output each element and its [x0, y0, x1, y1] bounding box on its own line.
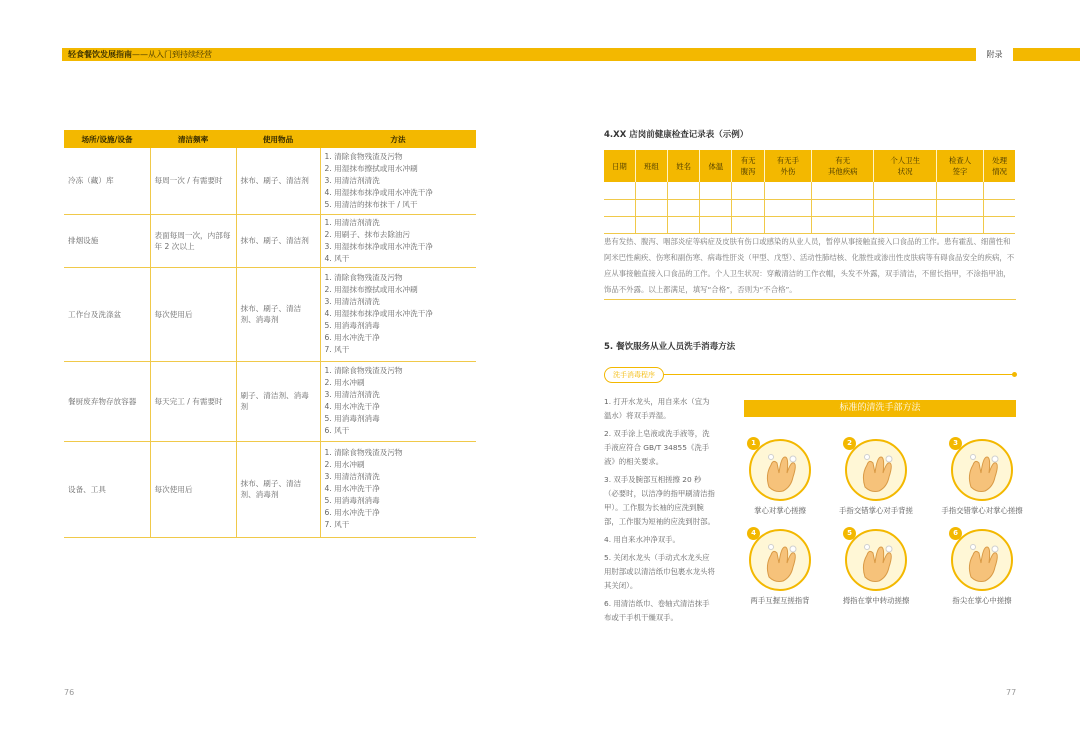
health-cell [700, 182, 732, 199]
method-step: 2. 用湿抹布擦拭或用水冲刷 [324, 285, 418, 294]
section4-title: 4.XX 店岗前健康检查记录表（示例） [604, 130, 749, 140]
step-number-badge: 1 [747, 437, 760, 450]
health-cell [604, 182, 635, 199]
table-row [604, 199, 1015, 216]
list-item: 6. 用清洁纸巾、卷轴式清洁抹手布或干手机干燥双手。 [604, 599, 710, 622]
health-cell [635, 199, 667, 216]
method-step: 5. 用消毒剂消毒 [324, 496, 380, 505]
method-step: 2. 用刷子、抹布去除油污 [324, 229, 411, 239]
method-step: 4. 用水冲洗干净 [324, 402, 380, 411]
header-frequency: 清洁频率 [150, 130, 236, 148]
health-cell [812, 216, 874, 233]
page-number-right: 77 [1006, 688, 1017, 697]
hand-washing-icon [845, 529, 907, 591]
cell-frequency: 每次使用后 [150, 441, 236, 537]
cell-place: 排烟设施 [64, 214, 150, 267]
section5-title: 5. 餐饮服务从业人员洗手消毒方法 [604, 342, 736, 352]
method-caption: 指尖在掌心中搓擦 [952, 596, 1012, 605]
table-row [604, 182, 1015, 199]
header-bar-right [1013, 48, 1080, 61]
cell-frequency: 每次使用后 [150, 267, 236, 361]
procedure-pill: 洗手消毒程序 [604, 367, 664, 383]
health-cell [984, 199, 1015, 216]
cell-items: 抹布、刷子、清洁剂、消毒剂 [236, 441, 320, 537]
method-step: 5. 用消毒剂消毒 [324, 321, 380, 330]
health-cell [874, 216, 936, 233]
appendix-tag: 附录 [978, 48, 1011, 61]
step-number-badge: 4 [747, 527, 760, 540]
health-check-table [604, 150, 1015, 234]
cell-items: 刷子、清洁剂、消毒剂 [236, 361, 320, 441]
step-number-badge: 5 [843, 527, 856, 540]
table-row [64, 214, 476, 267]
standard-method-banner: 标准的清洗手部方法 [744, 400, 1016, 417]
health-cell [732, 216, 764, 233]
health-header-cell: 有无 腹泻 [732, 150, 764, 182]
table-row [64, 267, 476, 361]
guide-title: 轻食餐饮发展指南——从入门到持续经营 [68, 50, 212, 59]
cell-items: 抹布、刷子、清洁剂 [236, 148, 320, 214]
cell-place: 冷冻（藏）库 [64, 148, 150, 214]
header-place: 场所/设施/设备 [64, 130, 150, 148]
method-step: 5. 用清洁的抹布抹干 / 风干 [324, 199, 418, 209]
method-step: 1. 清除食物残渣及污物 [324, 273, 403, 282]
health-cell [984, 182, 1015, 199]
method-step: 3. 用湿抹布抹净或用水冲洗干净 [324, 241, 433, 251]
health-cell [604, 216, 635, 233]
method-step: 6. 用水冲洗干净 [324, 333, 380, 342]
health-note: 患有发热、腹泻、咽部炎症等病症及皮肤有伤口或感染的从业人员，暂停从事接触直接入口食品的工作。患有霍乱、细菌性和阿米巴性痢疾、伤寒和副伤寒、病毒性肝炎（甲型、戊型）、活动性肺结核、化脓性或渗出性皮肤病等有碍食品安全的疾病，不应从事接触直接入口食品的工作。个人卫生状况：穿戴清洁的工作衣帽，头发不外露，双手清洁，不留长指甲，不涂指甲油，饰品不外露。以上都满足，填写“合格”，否则为“不合格”。 [604, 237, 1015, 294]
health-header-cell: 日期 [604, 150, 635, 182]
method-step: 2. 用水冲刷 [324, 460, 365, 469]
method-step: 4. 用水冲洗干净 [324, 484, 380, 493]
method-step: 4. 用湿抹布抹净或用水冲洗干净 [324, 187, 433, 197]
health-cell [700, 199, 732, 216]
hand-washing-icon [749, 439, 811, 501]
method-step: 2. 用湿抹布擦拭或用水冲刷 [324, 163, 418, 173]
list-item: 4. 用自来水冲净双手。 [604, 535, 680, 544]
health-cell [764, 199, 811, 216]
health-cell [874, 199, 936, 216]
method-step: 7. 风干 [324, 520, 350, 529]
method-step: 6. 用水冲洗干净 [324, 508, 380, 517]
header-items: 使用物品 [236, 130, 320, 148]
health-cell [635, 182, 667, 199]
page-number-left: 76 [64, 688, 75, 697]
cell-place: 工作台及洗涤盆 [64, 267, 150, 361]
health-cell [604, 199, 635, 216]
cell-method [320, 214, 476, 267]
health-cell [700, 216, 732, 233]
step-number-badge: 2 [843, 437, 856, 450]
cleaning-table-header [64, 130, 476, 148]
method-step: 1. 清除食物残渣及污物 [324, 448, 403, 457]
method-step: 2. 用水冲刷 [324, 378, 365, 387]
health-table-header [604, 150, 1015, 182]
method-step: 3. 用清洁剂清洗 [324, 297, 380, 306]
method-step: 3. 用清洁剂清洗 [324, 390, 380, 399]
health-cell [936, 182, 983, 199]
health-cell [812, 199, 874, 216]
cell-method [320, 441, 476, 537]
cell-place: 设备、工具 [64, 441, 150, 537]
method-step: 3. 用清洁剂清洗 [324, 472, 380, 481]
step-list [604, 395, 716, 629]
cell-items: 抹布、刷子、清洁剂、消毒剂 [236, 267, 320, 361]
step-number-badge: 3 [949, 437, 962, 450]
health-header-cell: 检查人 签字 [936, 150, 983, 182]
divider [664, 374, 1014, 375]
header-method: 方法 [320, 130, 476, 148]
health-cell [732, 182, 764, 199]
method-step: 1. 用清洁剂清洗 [324, 217, 380, 227]
dot-icon [1012, 372, 1017, 377]
method-step: 6. 风干 [324, 426, 350, 435]
health-header-cell: 有无手 外伤 [764, 150, 811, 182]
health-cell [936, 199, 983, 216]
method-step: 1. 清除食物残渣及污物 [324, 366, 403, 375]
health-header-cell: 姓名 [667, 150, 699, 182]
method-step: 4. 风干 [324, 253, 350, 263]
health-cell [764, 216, 811, 233]
cell-method [320, 361, 476, 441]
table-row [64, 441, 476, 537]
method-step: 7. 风干 [324, 345, 350, 354]
health-header-cell: 个人卫生 状况 [874, 150, 936, 182]
method-step: 4. 用湿抹布抹净或用水冲洗干净 [324, 309, 433, 318]
cell-frequency: 每天完工 / 有需要时 [150, 361, 236, 441]
cell-items: 抹布、刷子、清洁剂 [236, 214, 320, 267]
health-cell [764, 182, 811, 199]
health-cell [936, 216, 983, 233]
health-cell [635, 216, 667, 233]
health-cell [667, 182, 699, 199]
health-cell [667, 216, 699, 233]
health-cell [667, 199, 699, 216]
hand-washing-icon [749, 529, 811, 591]
health-header-cell: 体温 [700, 150, 732, 182]
method-caption: 手指交错掌心对手背搓 [839, 506, 913, 515]
list-item: 3. 双手及腕部互相搓擦 20 秒（必要时，以洁净的指甲刷清洁指甲）。工作服为长袖的应洗到腕部，工作服为短袖的应洗到肘部。 [604, 475, 715, 526]
cleaning-table [64, 130, 476, 538]
hand-washing-icon [845, 439, 907, 501]
method-step: 5. 用消毒剂消毒 [324, 414, 380, 423]
health-cell [812, 182, 874, 199]
method-caption: 两手互握互搓指背 [750, 596, 810, 605]
cell-frequency: 每周一次 / 有需要时 [150, 148, 236, 214]
header-bar [62, 48, 976, 61]
method-caption: 手指交错掌心对掌心搓擦 [941, 506, 1023, 515]
health-header-cell: 有无 其他疾病 [812, 150, 874, 182]
hand-washing-icon [951, 529, 1013, 591]
table-row [64, 361, 476, 441]
table-row [604, 216, 1015, 233]
list-item: 1. 打开水龙头，用自来水（宜为温水）将双手弄湿。 [604, 397, 710, 420]
step-number-badge: 6 [949, 527, 962, 540]
cell-place: 餐厨废弃物存放容器 [64, 361, 150, 441]
table-row [64, 148, 476, 214]
divider [604, 299, 1016, 300]
cell-method [320, 267, 476, 361]
method-caption: 拇指在掌中转动搓擦 [842, 596, 910, 605]
cell-frequency: 表面每周一次，内部每年 2 次以上 [150, 214, 236, 267]
health-cell [984, 216, 1015, 233]
hand-washing-icon [951, 439, 1013, 501]
health-header-cell: 处理 情况 [984, 150, 1015, 182]
health-cell [874, 182, 936, 199]
cell-method [320, 148, 476, 214]
list-item: 2. 双手涂上皂液或洗手液等，洗手液应符合 GB/T 34855《洗手液》的相关要求。 [604, 429, 710, 466]
method-step: 3. 用清洁剂清洗 [324, 175, 380, 185]
method-caption: 掌心对掌心搓擦 [754, 506, 806, 515]
health-header-cell: 班组 [635, 150, 667, 182]
method-step: 1. 清除食物残渣及污物 [324, 151, 403, 161]
health-cell [732, 199, 764, 216]
list-item: 5. 关闭水龙头（手动式水龙头应用肘部或以清洁纸巾包裹水龙头将其关闭）。 [604, 553, 715, 590]
